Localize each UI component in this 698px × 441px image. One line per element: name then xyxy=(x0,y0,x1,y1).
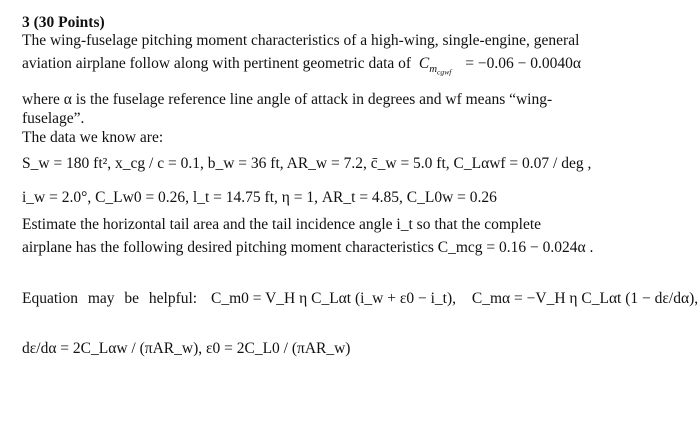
where-line-1: where α is the fuselage reference line angle of attack in degrees and wf means “wing- xyxy=(22,91,553,108)
helpful-label: Equation may be helpful: xyxy=(22,290,198,307)
problem-heading: 3 (30 Points) xyxy=(22,14,105,31)
data-line-1: S_w = 180 ft², x_cg / c = 0.1, b_w = 36 ft, AR_w = 7.2, c̄_w = 5.0 ft, C_Lαwf = 0.07 / deg , xyxy=(22,155,592,172)
equation-cm0: C_m0 = V_H η C_Lαt (i_w + ε0 − i_t), xyxy=(211,290,457,307)
cm-wf-symbol: $C_{m_{cgwf}}$ xyxy=(414,55,452,77)
task-line-1: Estimate the horizontal tail area and the tail incidence angle i_t so that the complete xyxy=(22,216,542,233)
intro-line-2-text: aviation airplane follow along with pertinent geometric data of xyxy=(22,55,412,72)
equation-cma: C_mα = −V_H η C_Lαt (1 − dε/dα), xyxy=(471,290,698,307)
known-heading: The data we know are: xyxy=(22,129,164,146)
task-line-2: airplane has the following desired pitching moment characteristics C_mcg = 0.16 − 0.024α . xyxy=(22,239,594,256)
intro-line-1: The wing-fuselage pitching moment characteristics of a high-wing, single-engine, general xyxy=(22,32,580,49)
downwash-equations-line: dε/dα = 2C_Lαw / (πAR_w), ε0 = 2C_L0 / (πAR_w) xyxy=(22,340,351,357)
intro-line-2 xyxy=(22,55,581,77)
cm-wf-rhs: = −0.06 − 0.0040α xyxy=(465,55,581,72)
where-line-2: fuselage”. xyxy=(22,110,85,127)
data-line-2: i_w = 2.0°, C_Lw0 = 0.26, l_t = 14.75 ft, η = 1, AR_t = 4.85, C_L0w = 0.26 xyxy=(22,189,497,206)
helpful-equations-line xyxy=(22,290,698,308)
